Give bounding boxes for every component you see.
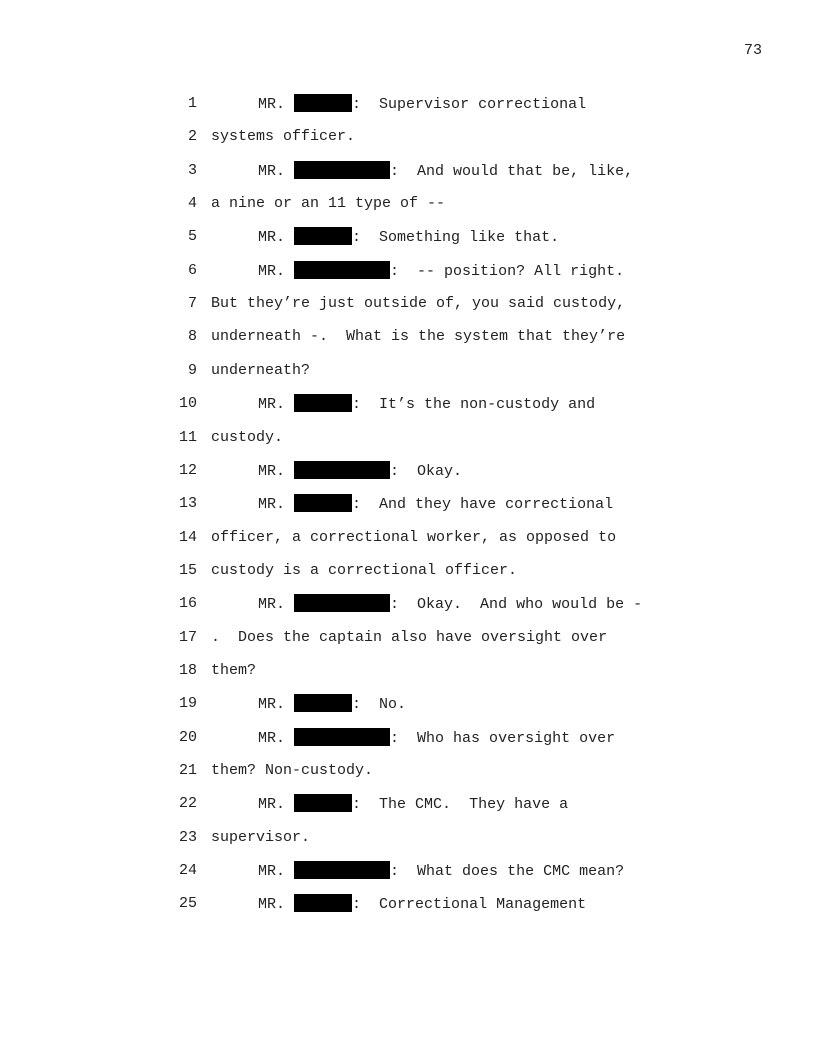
speaker-colon: : <box>352 396 362 414</box>
line-text <box>211 528 616 548</box>
line-number: 10 <box>178 395 197 413</box>
line-number: 13 <box>178 495 197 513</box>
redaction-box <box>294 894 352 912</box>
redaction-box <box>294 728 390 746</box>
line-text <box>258 261 624 282</box>
speaker-colon: : <box>352 229 362 247</box>
line-number: 16 <box>178 595 197 613</box>
speaker-colon: : <box>390 863 400 881</box>
speaker-label: MR. <box>258 896 286 914</box>
speaker-label: MR. <box>258 229 286 247</box>
spoken-text: a nine or an 11 type of -- <box>211 195 446 213</box>
spoken-text: officer, a correctional worker, as opposed to <box>211 528 617 546</box>
speaker-colon: : <box>352 896 362 914</box>
speaker-colon: : <box>352 696 362 714</box>
speaker-colon: : <box>352 796 362 814</box>
line-text <box>258 161 633 182</box>
line-text <box>211 661 256 681</box>
line-number: 19 <box>178 695 197 713</box>
line-number: 6 <box>187 261 197 279</box>
line-text <box>211 194 445 214</box>
redaction-box <box>294 394 352 412</box>
speaker-label: MR. <box>258 729 286 747</box>
speaker-label: MR. <box>258 462 286 480</box>
spoken-text: supervisor. <box>211 828 311 846</box>
spoken-text: custody is a correctional officer. <box>211 561 518 579</box>
line-text <box>211 127 355 147</box>
spoken-text: Supervisor correctional <box>361 96 587 113</box>
speaker-label: MR. <box>258 162 286 180</box>
redaction-box <box>294 94 352 112</box>
redaction-box <box>294 694 352 712</box>
spoken-text: What does the CMC mean? <box>399 863 625 881</box>
page-number: 73 <box>743 42 762 59</box>
spoken-text: underneath -. What is the system that they’re <box>211 328 626 346</box>
line-text <box>258 594 642 615</box>
spoken-text: Who has oversight over <box>399 729 616 747</box>
spoken-text: custody. <box>211 428 284 446</box>
speaker-colon: : <box>352 96 362 113</box>
line-number: 18 <box>178 661 197 679</box>
speaker-label: MR. <box>258 396 286 414</box>
spoken-text: Okay. <box>399 462 463 480</box>
speaker-label: MR. <box>258 796 286 814</box>
speaker-label: MR. <box>258 96 286 113</box>
line-text <box>258 728 615 749</box>
spoken-text: It’s the non-custody and <box>361 396 596 414</box>
line-text <box>258 494 613 515</box>
line-number: 17 <box>178 628 197 646</box>
redaction-box <box>294 794 352 812</box>
line-text <box>211 761 373 781</box>
spoken-text: them? Non-custody. <box>211 762 374 779</box>
line-text <box>258 794 568 815</box>
line-text <box>211 828 310 848</box>
line-number: 7 <box>187 295 197 313</box>
spoken-text: underneath? <box>211 361 311 379</box>
spoken-text: systems officer. <box>211 128 356 146</box>
line-number: 4 <box>187 195 197 213</box>
speaker-colon: : <box>390 262 400 280</box>
line-number: 22 <box>178 795 197 813</box>
speaker-colon: : <box>390 729 400 747</box>
spoken-text: . Does the captain also have oversight over <box>211 628 608 646</box>
line-number: 9 <box>187 361 197 379</box>
line-text <box>258 94 586 115</box>
redaction-box <box>294 461 390 479</box>
line-number: 11 <box>178 428 197 446</box>
speaker-label: MR. <box>258 262 286 280</box>
redaction-box <box>294 494 352 512</box>
redaction-box <box>294 594 390 612</box>
spoken-text: them? <box>211 661 257 679</box>
redaction-box <box>294 161 390 179</box>
line-number: 12 <box>178 461 197 479</box>
spoken-text: No. <box>361 696 407 714</box>
speaker-label: MR. <box>258 496 286 514</box>
redaction-box <box>294 261 390 279</box>
line-text <box>211 428 283 448</box>
line-text <box>211 561 517 581</box>
line-number: 25 <box>178 895 197 913</box>
speaker-colon: : <box>352 496 362 514</box>
speaker-colon: : <box>390 462 400 480</box>
line-number: 24 <box>178 862 197 880</box>
spoken-text: But they’re just outside of, you said custody, <box>211 295 626 313</box>
spoken-text: Something like that. <box>361 229 560 247</box>
speaker-label: MR. <box>258 696 286 714</box>
line-text <box>258 894 586 915</box>
speaker-label: MR. <box>258 596 286 614</box>
line-number: 14 <box>178 528 197 546</box>
spoken-text: The CMC. They have a <box>361 796 569 814</box>
spoken-text: -- position? All right. <box>399 262 625 280</box>
spoken-text: Okay. And who would be - <box>399 596 643 614</box>
line-text <box>211 327 625 347</box>
line-text <box>211 361 310 381</box>
spoken-text: And would that be, like, <box>399 162 634 180</box>
line-text <box>258 694 406 715</box>
line-number: 20 <box>178 728 197 746</box>
line-text <box>258 394 595 415</box>
speaker-colon: : <box>390 596 400 614</box>
line-text <box>258 861 624 882</box>
redaction-box <box>294 227 352 245</box>
line-number: 23 <box>178 828 197 846</box>
spoken-text: And they have correctional <box>361 496 614 514</box>
line-number: 3 <box>187 161 197 179</box>
line-number: 5 <box>187 228 197 246</box>
line-number: 15 <box>178 561 197 579</box>
line-text <box>211 294 625 314</box>
spoken-text: Correctional Management <box>361 896 587 914</box>
line-number: 21 <box>178 762 197 779</box>
redaction-box <box>294 861 390 879</box>
speaker-label: MR. <box>258 863 286 881</box>
speaker-colon: : <box>390 162 400 180</box>
line-number: 2 <box>187 128 197 146</box>
line-text <box>258 461 462 482</box>
line-number: 8 <box>187 328 197 346</box>
line-text <box>211 628 607 648</box>
line-text <box>258 227 559 248</box>
line-number: 1 <box>187 95 197 112</box>
